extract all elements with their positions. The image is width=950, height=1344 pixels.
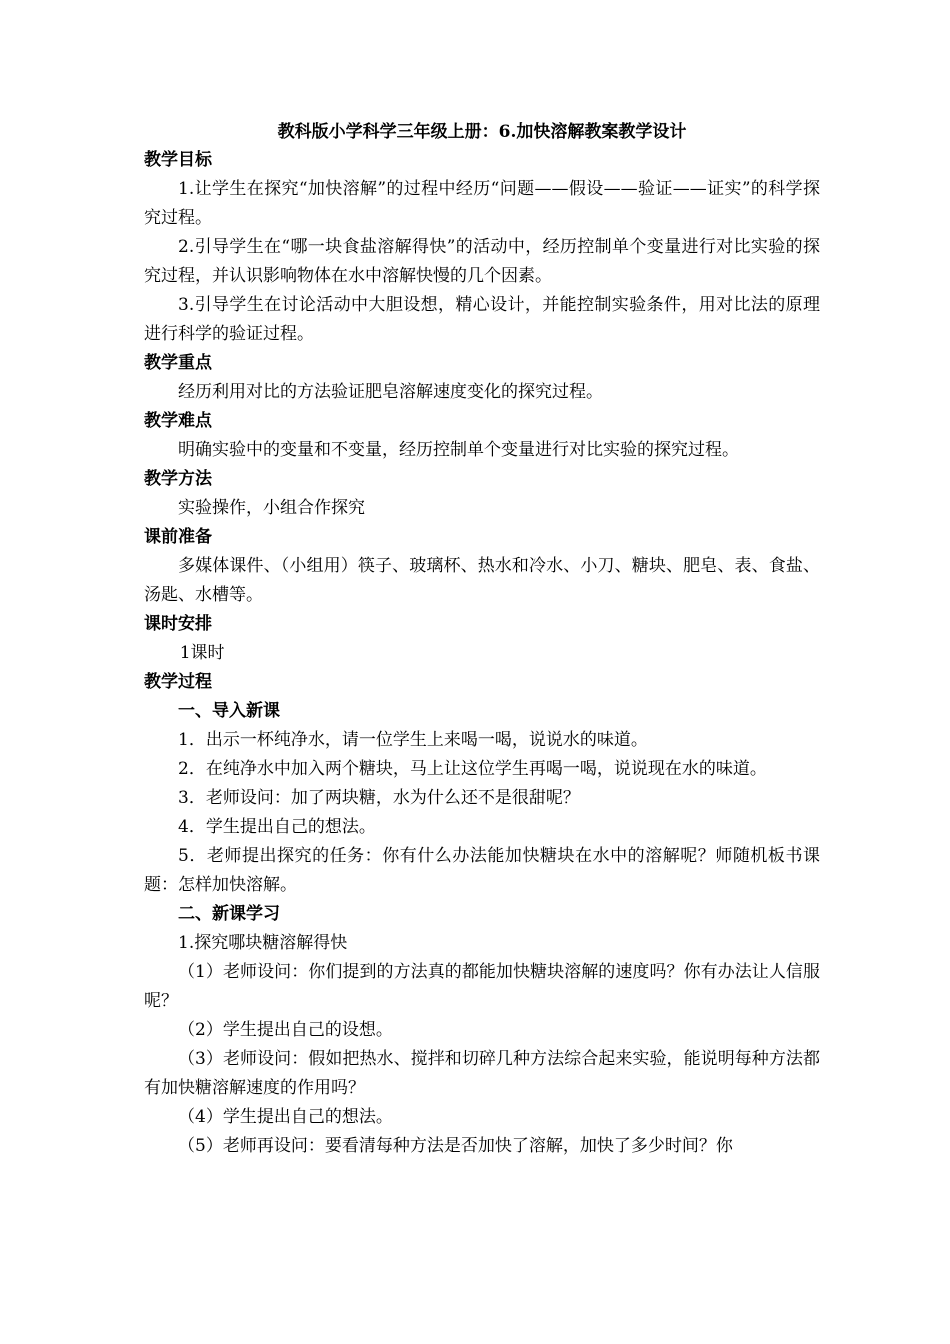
heading-prep: 课前准备 [144,527,212,547]
heading-focus: 教学重点 [144,353,212,373]
process-item: （3）老师设问：假如把热水、搅拌和切碎几种方法综合起来实验，能说明每种方法都有加快糖溶解速度的作用吗？ [144,1049,820,1098]
prep-text: 多媒体课件、（小组用）筷子、玻璃杯、热水和冷水、小刀、糖块、肥皂、表、食盐、汤匙、水槽等。 [144,556,820,605]
process-item: 1．出示一杯纯净水，请一位学生上来喝一喝，说说水的味道。 [178,730,648,750]
heading-difficulty: 教学难点 [144,411,212,431]
goal-item: 3.引导学生在讨论活动中大胆设想，精心设计，并能控制实验条件，用对比法的原理进行科学的验证过程。 [144,295,820,344]
process-item: （5）老师再设问：要看清每种方法是否加快了溶解，加快了多少时间？你 [178,1136,733,1156]
document-title: 教科版小学科学三年级上册：6.加快溶解教案教学设计 [277,122,687,142]
process-item: （4）学生提出自己的想法。 [178,1107,393,1127]
process-item: 3．老师设问：加了两块糖，水为什么还不是很甜呢？ [178,788,580,808]
heading-schedule: 课时安排 [144,614,212,634]
process-item: （1）老师设问：你们提到的方法真的都能加快糖块溶解的速度吗？你有办法让人信服呢？ [144,962,820,1011]
process-item: 2．在纯净水中加入两个糖块，马上让这位学生再喝一喝，说说现在水的味道。 [178,759,767,779]
process-item: （2）学生提出自己的设想。 [178,1020,393,1040]
process-part1-title: 一、导入新课 [178,701,280,721]
goal-item: 2.引导学生在“哪一块食盐溶解得快”的活动中，经历控制单个变量进行对比实验的探究过程，并认识影响物体在水中溶解快慢的几个因素。 [144,237,820,286]
process-part2-title: 二、新课学习 [178,904,280,924]
process-item: 4．学生提出自己的想法。 [178,817,376,837]
heading-goals: 教学目标 [144,150,212,170]
process-part2-subtitle: 1.探究哪块糖溶解得快 [178,933,348,953]
goal-item: 1.让学生在探究“加快溶解”的过程中经历“问题——假设——验证——证实”的科学探究过程。 [144,179,820,228]
difficulty-text: 明确实验中的变量和不变量，经历控制单个变量进行对比实验的探究过程。 [178,440,739,460]
heading-method: 教学方法 [144,469,212,489]
focus-text: 经历利用对比的方法验证肥皂溶解速度变化的探究过程。 [178,382,603,402]
process-item: 5．老师提出探究的任务：你有什么办法能加快糖块在水中的溶解呢？师随机板书课题：怎样加快溶解。 [144,846,820,895]
schedule-text: 1课时 [179,643,225,663]
method-text: 实验操作，小组合作探究 [178,498,365,518]
heading-process: 教学过程 [144,672,212,692]
